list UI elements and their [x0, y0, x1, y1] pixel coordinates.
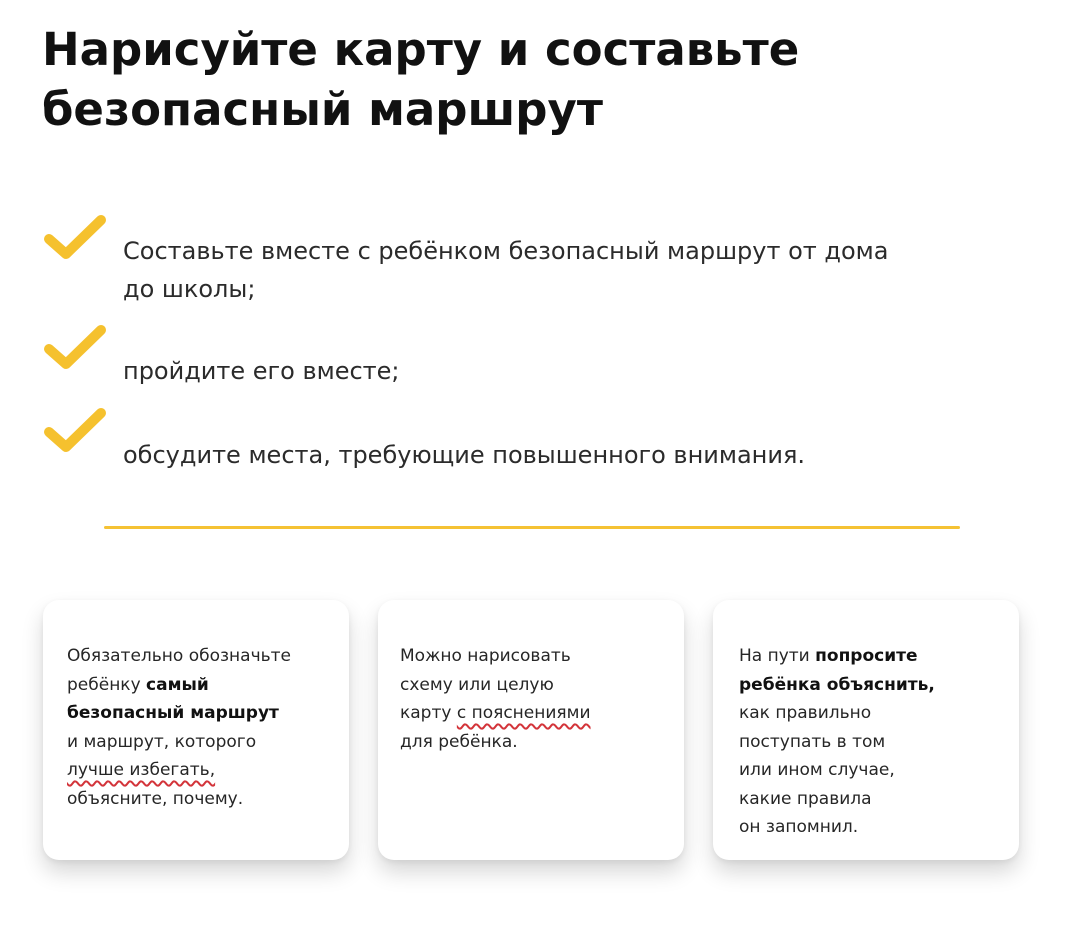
card-text-line: Обязательно обозначьте	[67, 646, 291, 666]
card-text-line: ребёнку	[67, 674, 147, 695]
title-line-2: безопасный маршрут	[42, 83, 603, 136]
tip-card-1	[43, 600, 349, 860]
checklist-item-line: до школы;	[123, 275, 256, 303]
tip-card-text	[67, 642, 337, 813]
tip-card-3	[713, 600, 1019, 860]
card-text-line: и маршрут, которого	[67, 731, 257, 752]
card-text-line: для ребёнка.	[400, 731, 518, 752]
checklist-item-text	[123, 232, 1003, 308]
card-text-line: объясните, почему.	[67, 788, 244, 809]
tip-card-2	[378, 600, 684, 860]
card-bold-text: безопасный маршрут	[67, 703, 279, 723]
checklist-item-text	[123, 352, 1003, 390]
card-bold-text: самый	[146, 674, 209, 695]
card-text-line: схему или целую	[400, 674, 554, 695]
card-text-line: как правильно	[739, 703, 872, 723]
page-title	[42, 20, 1042, 140]
checklist-item-line: обсудите места, требующие повышенного внимания.	[123, 441, 806, 469]
card-text-line: какие правила	[739, 788, 872, 809]
section-divider	[104, 526, 960, 529]
card-underlined-text: с пояснениями	[456, 703, 591, 723]
title-line-1: Нарисуйте карту и составьте	[42, 23, 800, 76]
card-bold-text: ребёнка объяснить,	[739, 674, 935, 695]
card-text-line: или ином случае,	[739, 760, 895, 780]
tip-card-text	[739, 642, 1007, 842]
checkmark-icon	[44, 214, 106, 266]
card-text-line: карту	[400, 703, 457, 723]
card-underlined-text: лучше избегать,	[67, 760, 216, 780]
checklist-item-line: пройдите его вместе;	[123, 357, 400, 385]
card-text-line: он запомнил.	[739, 817, 859, 837]
checklist-item-line: Составьте вместе с ребёнком безопасный маршрут от дома	[123, 237, 889, 265]
card-bold-text: попросите	[815, 646, 918, 666]
checkmark-icon	[44, 324, 106, 376]
tip-card-text	[400, 642, 672, 756]
card-text-line: Можно нарисовать	[400, 646, 571, 666]
card-text-line: На пути	[739, 646, 816, 666]
checkmark-icon	[44, 407, 106, 459]
card-text-line: поступать в том	[739, 731, 886, 752]
checklist-item-text	[123, 436, 1003, 474]
